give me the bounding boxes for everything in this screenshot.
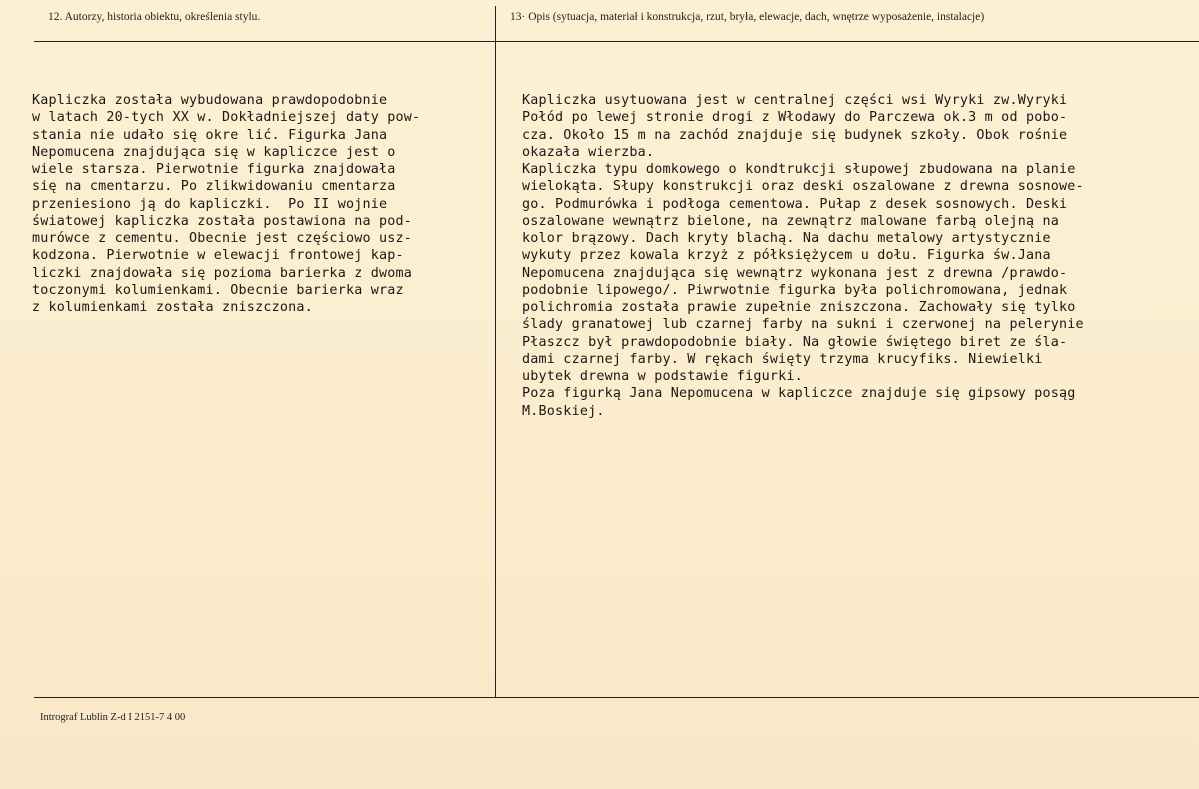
history-line: liczki znajdowała się pozioma barierka z dwoma xyxy=(32,265,413,281)
description-line: Kapliczka usytuowana jest w centralnej części wsi Wyryki zw.Wyryki xyxy=(522,93,1068,108)
history-line: światowej kapliczka została postawiona na pod- xyxy=(32,213,413,229)
description-line: okazała wierzba. xyxy=(522,144,655,160)
history-line: Nepomucena znajdująca się w kapliczce jest o xyxy=(32,144,396,160)
history-line: przeniesiono ją do kapliczki. Po II wojnie xyxy=(32,196,388,212)
description-line: cza. Około 15 m na zachód znajduje się budynek szkoły. Obok rośnie xyxy=(522,127,1068,143)
section-13-heading: 13· Opis (sytuacja, materiał i konstrukcja, rzut, bryła, elewacje, dach, wnętrze wyposażenie, instalacje) xyxy=(510,11,985,23)
printer-imprint: Intrograf Lublin Z-d I 2151-7 4 00 xyxy=(40,712,186,723)
description-line: wykuty przez kowala krzyż z półksiężycem u dołu. Figurka św.Jana xyxy=(522,248,1051,264)
description-line: Połód po lewej stronie drogi z Włodawy do Parczewa ok.3 m od pobo- xyxy=(522,110,1068,126)
description-line: oszalowane wewnątrz bielone, na zewnątrz malowane farbą olejną na xyxy=(522,213,1060,229)
description-line: ubytek drewna w podstawie figurki. xyxy=(522,369,803,384)
description-line: Płaszcz był prawdopodobnie biały. Na głowie świętego biret ze śla- xyxy=(522,334,1068,350)
history-line: kodzona. Pierwotnie w elewacji frontowej kap- xyxy=(32,248,404,264)
description-line: polichromia została prawie zupełnie zniszczona. Zachowały się tylko xyxy=(522,300,1076,315)
history-text-block xyxy=(32,92,490,316)
description-text-block xyxy=(522,92,1199,420)
description-line: go. Podmurówka i podłoga cementowa. Pułap z desek sosnowych. Deski xyxy=(522,196,1068,212)
history-line: się na cmentarzu. Po zlikwidowaniu cmentarza xyxy=(32,179,396,195)
column-divider xyxy=(495,6,496,697)
history-line: wiele starsza. Pierwotnie figurka znajdowała xyxy=(32,162,396,177)
history-line: w latach 20-tych XX w. Dokładniejszej daty pow- xyxy=(32,110,421,126)
history-line: Kapliczka została wybudowana prawdopodobnie xyxy=(32,93,388,108)
history-line: stania nie udało się okre lić. Figurka Jana xyxy=(32,127,388,143)
top-divider xyxy=(34,41,1199,42)
description-line: ślady granatowej lub czarnej farby na sukni i czerwonej na pelerynie xyxy=(522,317,1084,333)
history-line: z kolumienkami została zniszczona. xyxy=(32,300,313,315)
history-line: murówce z cementu. Obecnie jest częściowo usz- xyxy=(32,231,413,246)
section-12-heading: 12. Autorzy, historia obiektu, określenia stylu. xyxy=(48,11,261,23)
history-line: toczonymi kolumienkami. Obecnie barierka wraz xyxy=(32,282,404,298)
description-line: Poza figurką Jana Nepomucena w kapliczce znajduje się gipsowy posąg xyxy=(522,386,1076,402)
description-line: Kapliczka typu domkowego o kondtrukcji słupowej zbudowana na planie xyxy=(522,162,1076,177)
description-line: dami czarnej farby. W rękach święty trzyma krucyfiks. Niewielki xyxy=(522,351,1043,367)
description-line: wielokąta. Słupy konstrukcji oraz deski oszalowane z drewna sosnowe- xyxy=(522,179,1084,195)
description-line: M.Boskiej. xyxy=(522,403,605,419)
description-line: kolor brązowy. Dach kryty blachą. Na dachu metalowy artystycznie xyxy=(522,231,1051,246)
bottom-divider xyxy=(34,697,1199,698)
description-line: Nepomucena znajdująca się wewnątrz wykonana jest z drewna /prawdo- xyxy=(522,265,1068,281)
description-line: podobnie lipowego/. Piwrwotnie figurka była polichromowana, jednak xyxy=(522,282,1068,298)
